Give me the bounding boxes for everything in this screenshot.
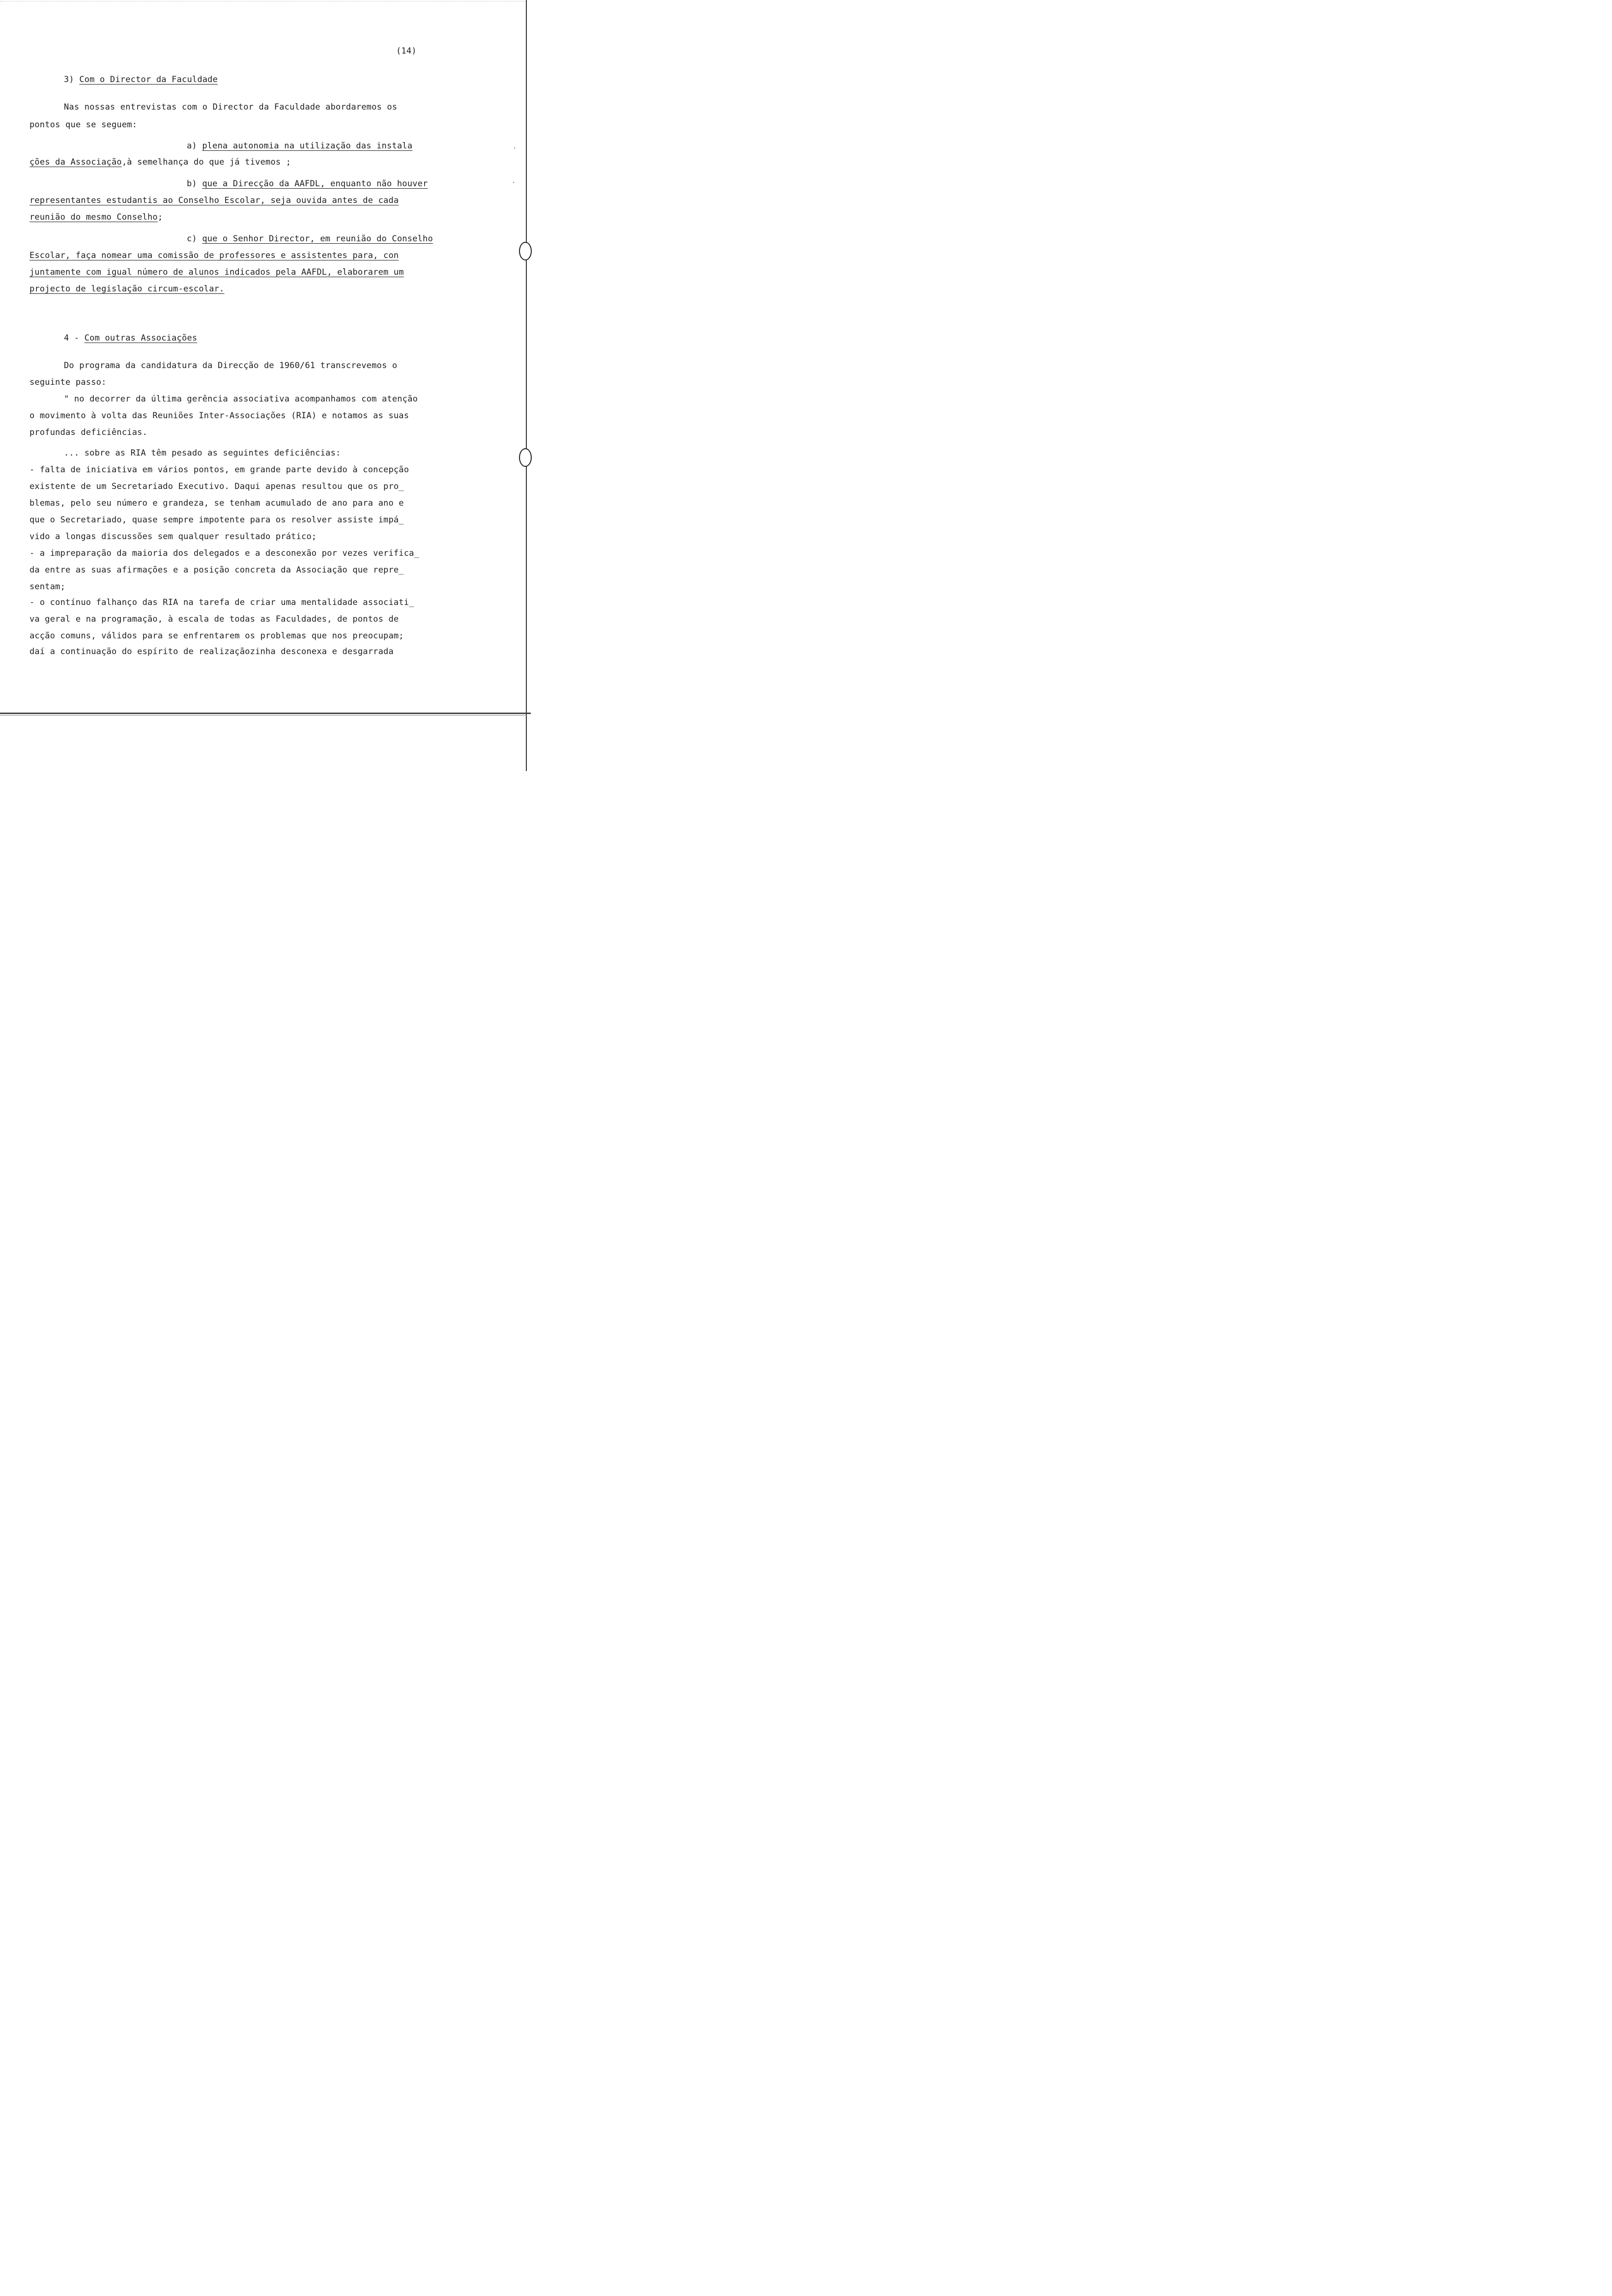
- item-c-line-3: juntamente com igual número de alunos indicados pela AAFDL, elaborarem um: [29, 267, 404, 277]
- scan-bottom-edge-line-2: [0, 715, 527, 716]
- quote-line: o movimento à volta das Reuniões Inter-Associações (RIA) e notamos as suas: [29, 411, 409, 421]
- punch-hole-upper: [519, 242, 532, 260]
- item-c-text-1: que o Senhor Director, em reunião do Conselho: [202, 234, 433, 244]
- quote-line: blemas, pelo seu número e grandeza, se tenham acumulado de ano para ano e: [29, 498, 404, 508]
- scan-speck: [514, 147, 515, 148]
- section-4-line: Do programa da candidatura da Direcção de 1960/61 transcrevemos o: [64, 361, 398, 371]
- item-c-marker: c): [187, 234, 202, 244]
- quote-line: ... sobre as RIA têm pesado as seguintes deficiências:: [64, 448, 341, 458]
- section-4-number: 4 -: [64, 333, 85, 343]
- scan-bottom-edge-line: [0, 713, 531, 714]
- quote-line: " no decorrer da última gerência associativa acompanhamos com atenção: [64, 394, 418, 404]
- quote-line: da entre as suas afirmações e a posição concreta da Associação que repre_: [29, 565, 404, 575]
- quote-line: profundas deficiências.: [29, 428, 148, 437]
- item-a-marker: a): [187, 141, 202, 151]
- section-4-title: Com outras Associações: [84, 333, 198, 343]
- quote-line: acção comuns, válidos para se enfrentarem os problemas que nos preocupam;: [29, 631, 404, 641]
- quote-line: va geral e na programação, à escala de todas as Faculdades, de pontos de: [29, 614, 399, 624]
- item-b-text-3: reunião do mesmo Conselho: [29, 212, 158, 222]
- quote-line: sentam;: [29, 582, 66, 592]
- item-b-marker: b): [187, 179, 202, 189]
- item-b-line-2: representantes estudantis ao Conselho Escolar, seja ouvida antes de cada: [29, 196, 399, 205]
- item-a-text-2-rest: ,à semelhança do que já tivemos ;: [121, 157, 291, 167]
- item-a-text-1: plena autonomia na utilização das instala: [202, 141, 413, 151]
- item-c-line-2: Escolar, faça nomear uma comissão de professores e assistentes para, con: [29, 251, 399, 260]
- scan-right-edge-line: [526, 0, 527, 771]
- item-b-line-1: [187, 179, 428, 189]
- punch-hole-lower: [519, 448, 532, 467]
- item-c-line-4: projecto de legislação circum-escolar.: [29, 284, 225, 294]
- quote-line: - a impreparação da maioria dos delegados e a desconexão por vezes verifica_: [29, 548, 420, 558]
- scan-speck: [513, 182, 514, 183]
- item-c-line-1: [187, 234, 433, 244]
- item-b-line-3: [29, 212, 163, 222]
- quote-line: existente de um Secretariado Executivo. Daqui apenas resultou que os pro_: [29, 482, 404, 491]
- quote-line: que o Secretariado, quase sempre impotente para os resolver assiste impá_: [29, 515, 404, 525]
- section-3-number: 3): [64, 75, 74, 85]
- item-b-text-1: que a Direcção da AAFDL, enquanto não houver: [202, 179, 428, 189]
- scan-top-edge: [0, 1, 527, 2]
- quote-line: - falta de iniciativa em vários pontos, em grande parte devido à concepção: [29, 465, 409, 475]
- quote-line: daí a continuação do espírito de realizaçãozinha desconexa e desgarrada: [29, 647, 394, 657]
- item-a-text-2-underlined: ções da Associação: [29, 157, 122, 167]
- section-3-intro-line-2: pontos que se seguem:: [29, 120, 138, 130]
- page-number: (14): [396, 46, 417, 56]
- item-b-text-3-end: ;: [157, 212, 163, 222]
- section-3-heading: [64, 75, 218, 85]
- item-a-line-2: [29, 157, 291, 167]
- quote-line: - o contínuo falhanço das RIA na tarefa de criar uma mentalidade associati_: [29, 598, 414, 607]
- section-4-heading: [64, 333, 197, 343]
- section-3-intro-line-1: Nas nossas entrevistas com o Director da Faculdade abordaremos os: [64, 102, 398, 112]
- item-a-line-1: [187, 141, 412, 151]
- quote-line: vido a longas discussões sem qualquer resultado prático;: [29, 532, 317, 542]
- section-4-line: seguinte passo:: [29, 377, 107, 387]
- document-page: [0, 0, 542, 771]
- section-3-title: Com o Director da Faculdade: [79, 75, 218, 85]
